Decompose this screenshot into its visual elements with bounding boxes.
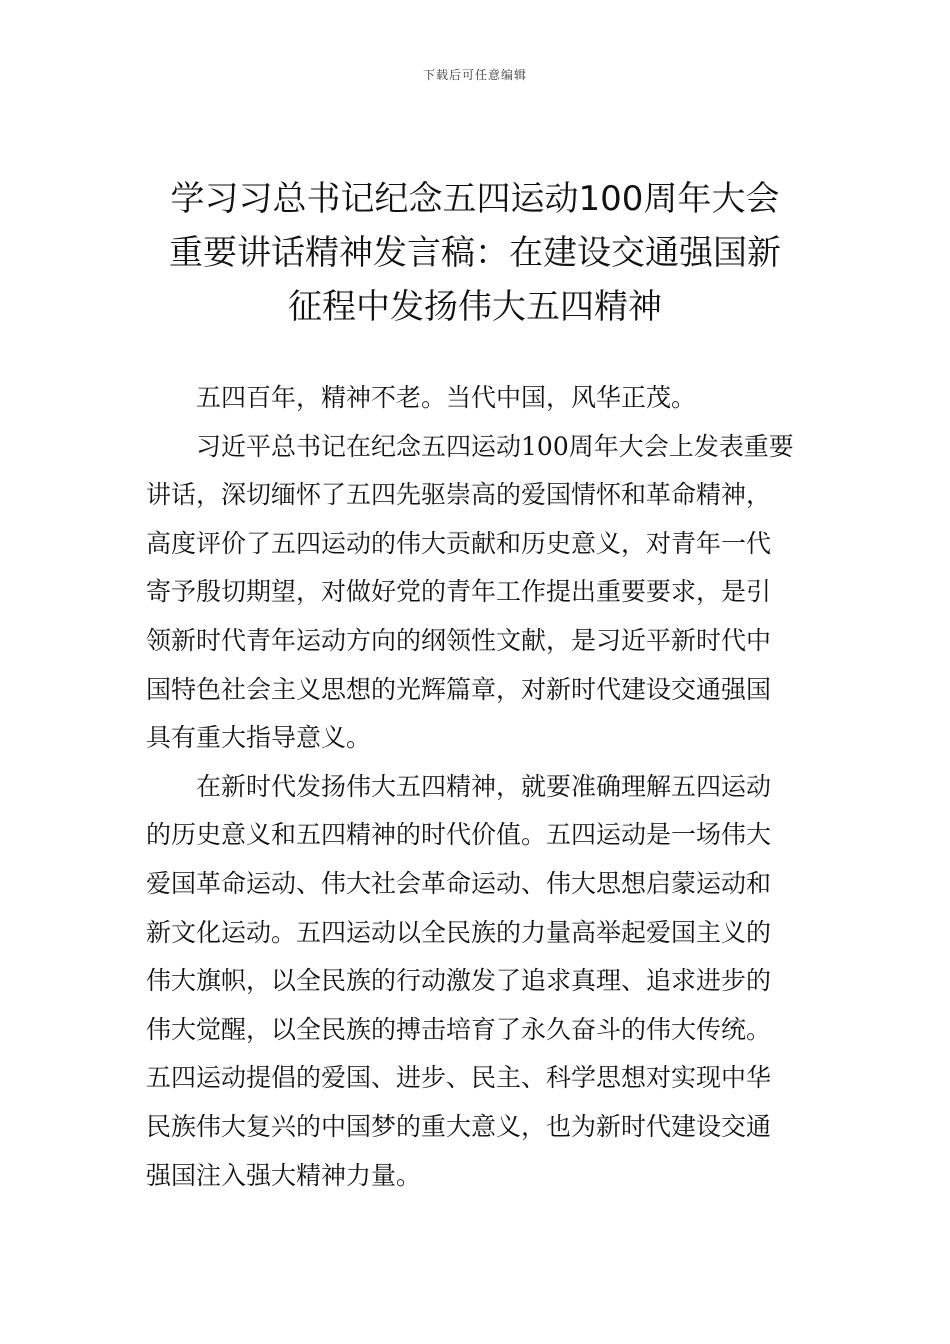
text-line: 爱国革命运动、伟大社会革命运动、伟大思想启蒙运动和 — [146, 868, 772, 898]
text-line: 民族伟大复兴的中国梦的重大意义，也为新时代建设交通 — [146, 1111, 772, 1141]
text-line: 国特色社会主义思想的光辉篇章，对新时代建设交通强国 — [146, 674, 772, 704]
text-line: 高度评价了五四运动的伟大贡献和历史意义，对青年一代 — [146, 528, 772, 558]
document-title — [140, 172, 810, 334]
text-line: 讲话，深切缅怀了五四先驱崇高的爱国情怀和革命精神， — [146, 480, 772, 510]
text-line: 在新时代发扬伟大五四精神，就要准确理解五四运动 — [196, 771, 772, 801]
paragraph — [146, 763, 806, 1200]
text-line: 五四百年，精神不老。当代中国，风华正茂。 — [196, 383, 697, 412]
title-line: 学习习总书记纪念五四运动100周年大会 — [170, 179, 780, 219]
title-line: 重要讲话精神发言稿：在建设交通强国新 — [169, 233, 781, 273]
text-line: 伟大旗帜，以全民族的行动激发了追求真理、追求进步的 — [146, 966, 772, 996]
text-line: 领新时代青年运动方向的纲领性文献，是习近平新时代中 — [146, 625, 772, 655]
paragraph — [146, 423, 806, 763]
paragraph — [146, 374, 806, 423]
title-line: 征程中发扬伟大五四精神 — [288, 287, 662, 327]
text-line: 的历史意义和五四精神的时代价值。五四运动是一场伟大 — [146, 820, 772, 850]
text-line: 具有重大指导意义。 — [146, 723, 372, 753]
text-line: 五四运动提倡的爱国、进步、民主、科学思想对实现中华 — [146, 1063, 772, 1093]
text-line: 强国注入强大精神力量。 — [146, 1160, 422, 1190]
text-line: 习近平总书记在纪念五四运动100周年大会上发表重要 — [196, 431, 794, 461]
header-note: 下载后可任意编辑 — [422, 68, 527, 82]
text-line: 寄予殷切期望，对做好党的青年工作提出重要要求，是引 — [146, 577, 772, 607]
text-line: 新文化运动。五四运动以全民族的力量高举起爱国主义的 — [146, 917, 772, 947]
document-body — [146, 374, 806, 1200]
text-line: 伟大觉醒，以全民族的搏击培育了永久奋斗的伟大传统。 — [146, 1014, 772, 1044]
